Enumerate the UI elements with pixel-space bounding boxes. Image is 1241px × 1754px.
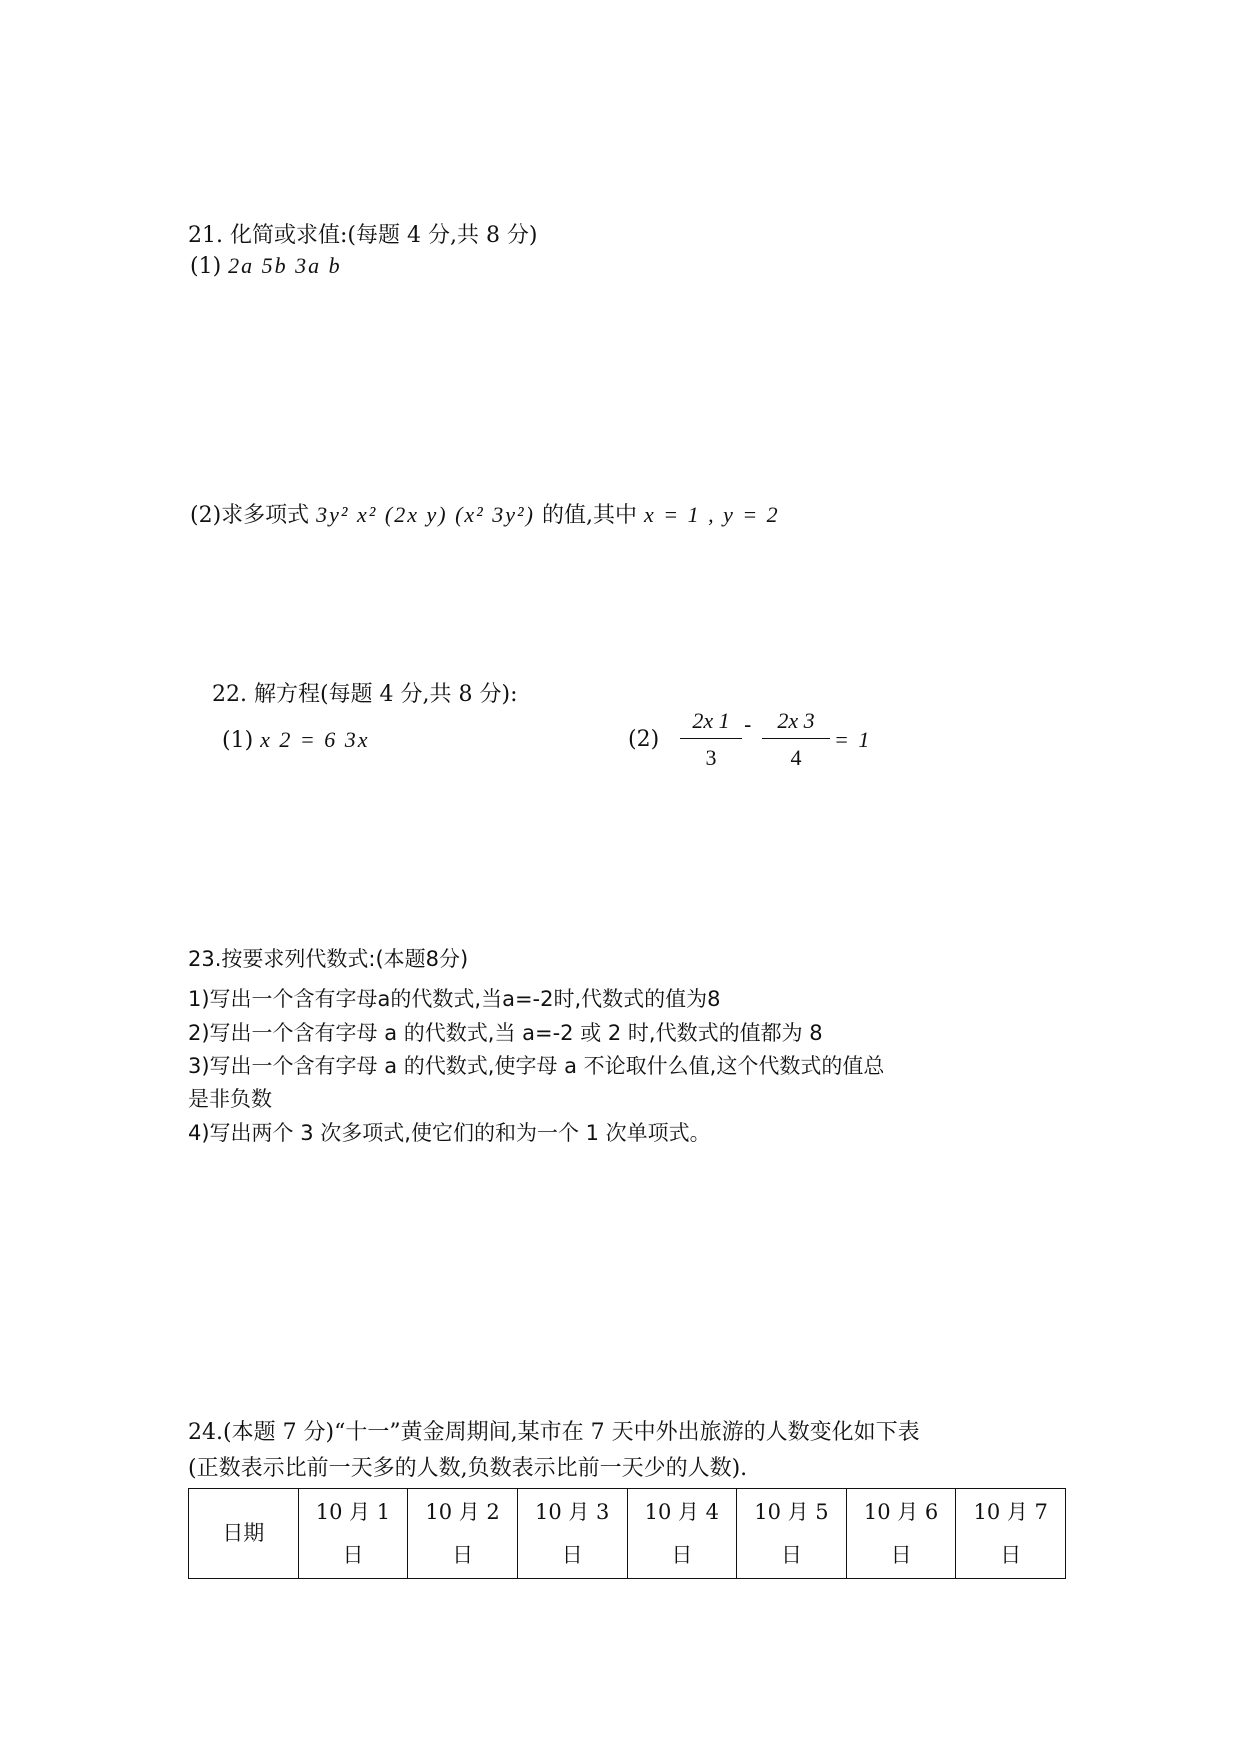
table-cell-day: 10 月 7 日 [956, 1489, 1066, 1579]
q22-operator: - [744, 713, 752, 738]
q21-part1-expression: 2a 5b 3a b [228, 253, 342, 278]
q22-fraction-2-denominator: 4 [790, 745, 802, 770]
table-cell-day: 10 月 5 日 [737, 1489, 847, 1579]
q24-note: (正数表示比前一天多的人数,负数表示比前一天少的人数). [188, 1456, 748, 1481]
q21-part2-expression: 3y² x² (2x y) (x² 3y²) [316, 502, 535, 527]
travel-table [188, 1488, 1066, 1579]
q21-part2-label: (2)求多项式 [190, 503, 310, 528]
q23-item: 4)写出两个 3 次多项式,使它们的和为一个 1 次单项式。 [188, 1121, 711, 1145]
q22-fraction-1 [680, 708, 742, 771]
q21-heading: 21. 化简或求值:(每题 4 分,共 8 分) [188, 223, 538, 248]
q24-intro: 24.(本题 7 分)“十一”黄金周期间,某市在 7 天中外出旅游的人数变化如下表 [188, 1420, 920, 1445]
q23-heading: 23.按要求列代数式:(本题8分) [188, 947, 469, 971]
q22-part1 [222, 727, 370, 753]
q23-item: 是非负数 [188, 1087, 272, 1111]
q23-item: 1)写出一个含有字母a的代数式,当a=-2时,代数式的值为8 [188, 987, 721, 1011]
q22-part2-label: (2) [628, 727, 660, 752]
table-cell-day: 10 月 6 日 [846, 1489, 956, 1579]
q22-part1-equation: x 2 = 6 3x [260, 727, 370, 752]
q21-part1 [190, 253, 342, 279]
q22-fraction-2 [762, 708, 830, 771]
q21-part2-condition: x = 1 , y = 2 [643, 502, 780, 527]
q22-rhs: = 1 [834, 727, 872, 752]
q21-part1-label: (1) [190, 254, 222, 279]
table-cell-day: 10 月 3 日 [517, 1489, 627, 1579]
q23-item: 2)写出一个含有字母 a 的代数式,当 a=-2 或 2 时,代数式的值都为 8 [188, 1021, 823, 1045]
q21-part2 [190, 498, 780, 529]
table-cell-day: 10 月 2 日 [408, 1489, 518, 1579]
q21-part2-text: 的值,其中 [541, 503, 637, 528]
table-row [189, 1489, 1066, 1579]
table-row-header: 日期 [189, 1489, 299, 1579]
q22-fraction-1-numerator: 2x 1 [692, 708, 730, 733]
table-cell-day: 10 月 1 日 [298, 1489, 408, 1579]
q22-fraction-1-denominator: 3 [705, 745, 717, 770]
q23-item: 3)写出一个含有字母 a 的代数式,使字母 a 不论取什么值,这个代数式的值总 [188, 1054, 885, 1078]
q22-heading: 22. 解方程(每题 4 分,共 8 分): [212, 682, 518, 707]
q22-fraction-2-numerator: 2x 3 [777, 708, 815, 733]
table-cell-day: 10 月 4 日 [627, 1489, 737, 1579]
q22-part1-label: (1) [222, 728, 254, 753]
